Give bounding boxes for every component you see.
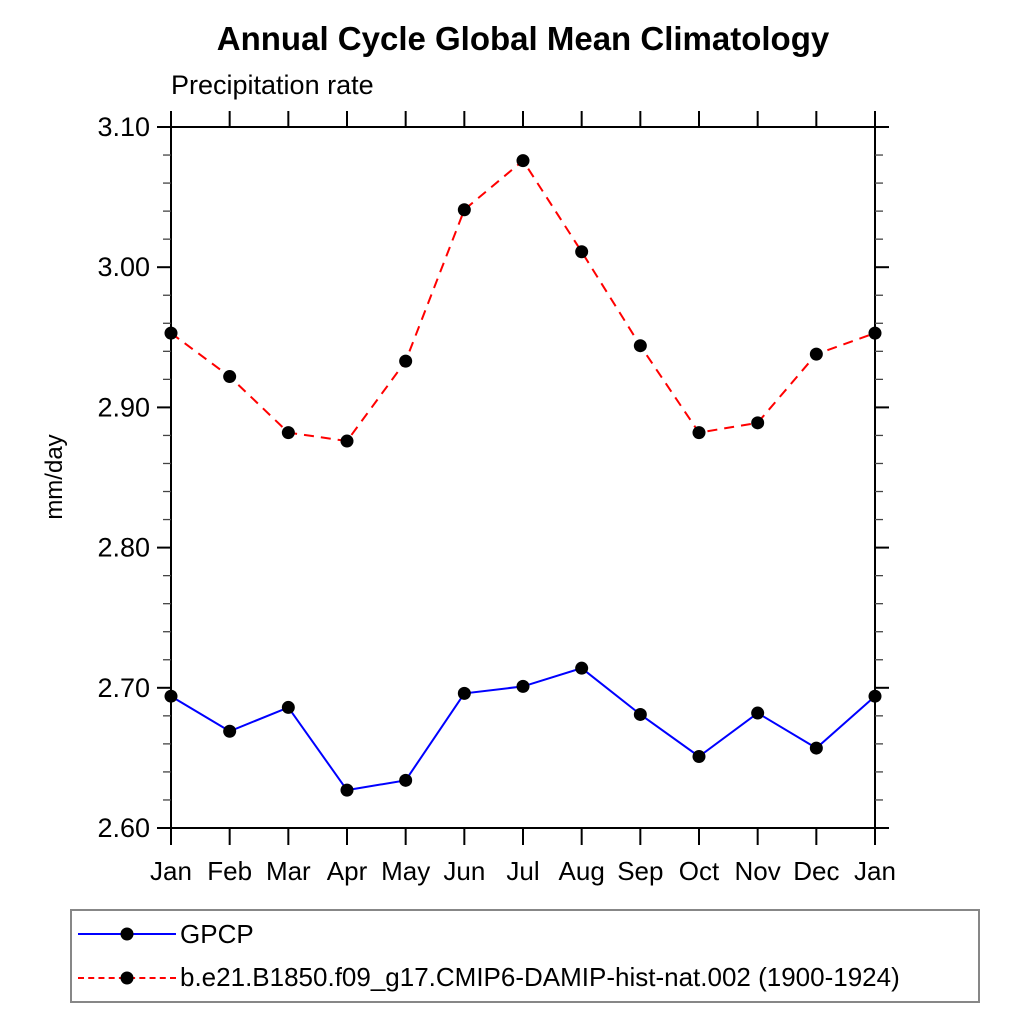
data-point-s1-Sep [634,339,647,352]
data-point-s0-Mar [282,701,295,714]
data-point-s0-Apr [341,784,354,797]
data-point-s1-Mar [282,426,295,439]
series-line-1 [171,161,875,441]
data-point-s0-Jun [458,687,471,700]
x-tick-label: May [381,856,431,886]
legend-sample-gpcp [78,926,176,942]
plot-frame [171,127,875,828]
data-point-s0-Jul [517,680,530,693]
data-point-s1-May [399,355,412,368]
legend-entry-gpcp [72,914,978,954]
data-point-s1-Nov [751,416,764,429]
x-tick-label: Oct [678,856,720,886]
legend-label-model: b.e21.B1850.f09_g17.CMIP6-DAMIP-hist-nat.002 (1900-1924) [180,962,900,993]
data-point-s0-Sep [634,708,647,721]
legend-label-gpcp: GPCP [180,918,254,949]
x-tick-label: Feb [207,856,253,886]
y-tick-label: 3.10 [97,112,150,142]
data-point-s0-Feb [223,725,236,738]
data-point-s1-Feb [223,370,236,383]
x-tick-label: Sep [617,856,664,886]
data-point-s1-Jun [458,203,471,216]
legend-sample-model [78,970,176,986]
y-axis-title: mm/day [41,434,68,520]
chart-subtitle: Precipitation rate [171,70,374,100]
data-point-s1-Oct [693,426,706,439]
data-point-s0-Nov [751,707,764,720]
data-point-s0-Dec [810,742,823,755]
y-tick-label: 2.60 [97,813,150,843]
x-tick-label: Jan [854,856,896,886]
data-point-s0-May [399,774,412,787]
x-tick-label: Nov [734,856,781,886]
gpcp-marker-icon [121,928,134,941]
data-point-s1-Dec [810,348,823,361]
data-point-s1-Jul [517,154,530,167]
y-tick-label: 2.80 [97,532,150,563]
data-point-s0-Jan [869,690,882,703]
data-point-s0-Aug [575,662,588,675]
y-tick-label: 2.70 [97,672,150,703]
data-point-s1-Apr [341,435,354,448]
data-point-s1-Aug [575,245,588,258]
x-tick-label: Jan [150,856,192,886]
chart-title: Annual Cycle Global Mean Climatology [216,20,830,57]
data-point-s0-Oct [693,750,706,763]
data-point-s1-Jan [869,327,882,340]
y-tick-label: 3.00 [97,252,150,283]
y-tick-label: 2.90 [97,392,150,423]
x-tick-label: Mar [265,856,311,886]
data-point-s0-Jan [165,690,178,703]
legend-box [70,909,980,1003]
x-tick-label: Jun [443,856,486,886]
x-tick-label: Jul [506,856,540,886]
x-tick-label: Dec [793,856,840,886]
legend-entry-model [72,958,978,998]
data-point-s1-Jan [165,327,178,340]
model-marker-icon [121,971,134,984]
x-tick-label: Aug [558,856,605,886]
x-tick-label: Apr [326,856,368,886]
